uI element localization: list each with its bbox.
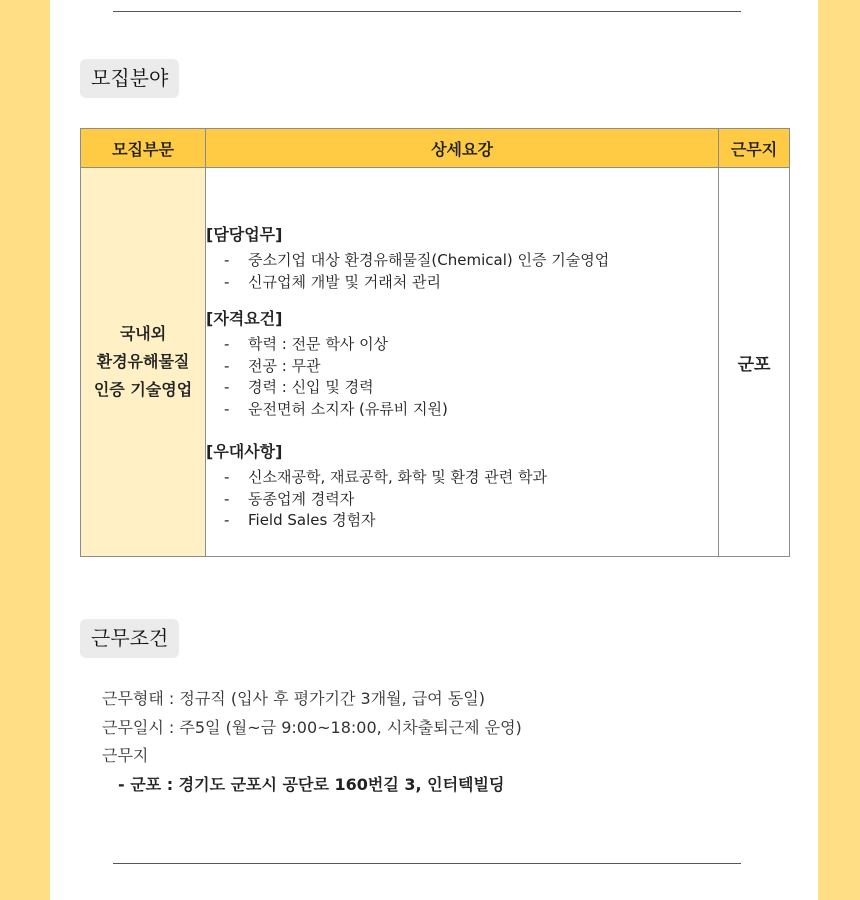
list-item: - 학력 : 전문 학사 이상 xyxy=(224,335,389,354)
recruitment-table xyxy=(80,128,790,557)
list-item: - 신규업체 개발 및 거래처 관리 xyxy=(224,272,441,291)
preferences-title: [우대사항] xyxy=(206,442,283,462)
conditions-list xyxy=(102,685,522,799)
details-cell xyxy=(206,168,719,557)
list-item: - Field Sales 경험자 xyxy=(224,511,376,530)
qualifications-list xyxy=(206,334,718,420)
table-header-row xyxy=(81,129,790,168)
top-divider xyxy=(113,11,741,12)
list-item: - 경력 : 신입 및 경력 xyxy=(224,378,374,397)
department-line: 환경유해물질 xyxy=(96,352,190,371)
table-row xyxy=(81,168,790,557)
list-item: - 운전면허 소지자 (유류비 지원) xyxy=(224,399,448,418)
list-item: - 동종업계 경력자 xyxy=(224,489,355,508)
department-cell xyxy=(81,168,206,557)
bottom-divider xyxy=(113,863,741,864)
duties-title: [담당업무] xyxy=(206,225,283,245)
qualifications-title: [자격요건] xyxy=(206,309,283,329)
employment-type: 근무형태 : 정규직 (입사 후 평가기간 3개월, 급여 동일) xyxy=(102,689,485,708)
department-line: 국내외 xyxy=(119,324,167,343)
list-item: - 신소재공학, 재료공학, 화학 및 환경 관련 학과 xyxy=(224,468,547,487)
work-address: - 군포 : 경기도 군포시 공단로 160번길 3, 인터텍빌딩 xyxy=(118,774,505,794)
conditions-section-title: 근무조건 xyxy=(80,619,179,658)
duties-list xyxy=(206,250,718,293)
work-schedule: 근무일시 : 주5일 (월~금 9:00~18:00, 시차출퇴근제 운영) xyxy=(102,717,522,737)
list-item: - 중소기업 대상 환경유해물질(Chemical) 인증 기술영업 xyxy=(224,251,610,270)
page-panel xyxy=(50,0,818,900)
location-cell: 군포 xyxy=(719,168,790,557)
header-details: 상세요강 xyxy=(206,129,719,168)
header-location: 근무지 xyxy=(719,129,790,168)
work-location-label: 근무지 xyxy=(102,746,149,765)
list-item: - 전공 : 무관 xyxy=(224,356,321,375)
recruitment-section-title: 모집분야 xyxy=(80,59,179,98)
department-line: 인증 기술영업 xyxy=(93,380,193,399)
preferences-list xyxy=(206,467,718,532)
header-department: 모집부문 xyxy=(81,129,206,168)
